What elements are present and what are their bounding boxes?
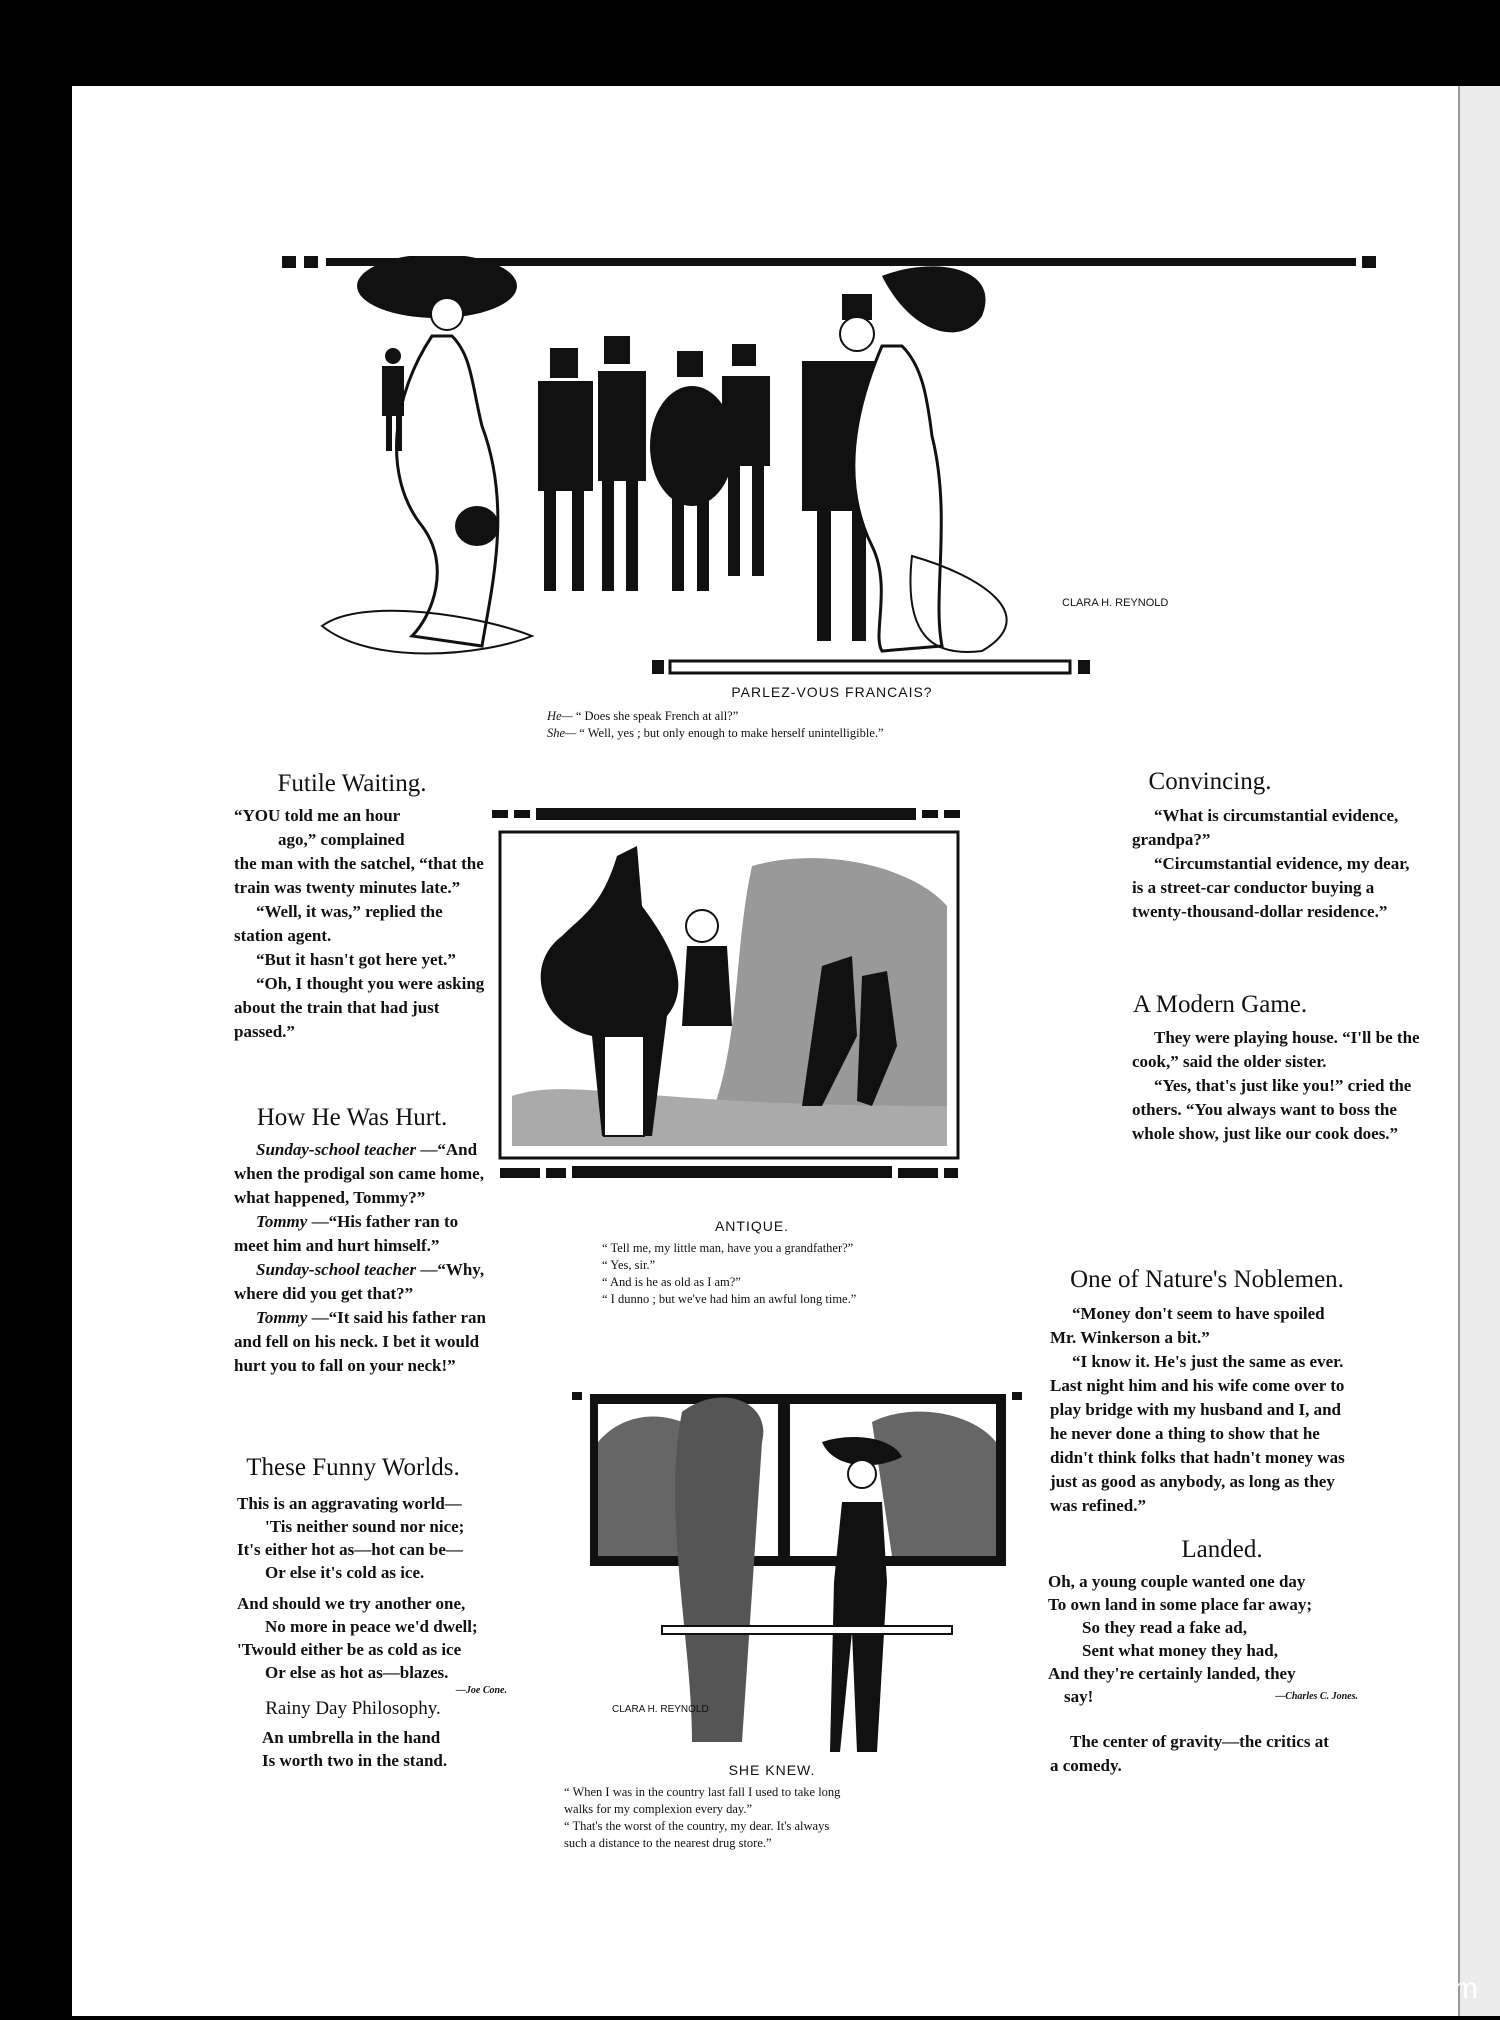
these-funny-worlds-verse: This is an aggravating world— 'Tis neither sound nor nice; It's either hot as—hot can be— Or else it's cold as ice. And should we try another one, No more in peace we'd dwell; 'Twould either be as cold as ice Or else as hot as—blazes. —Joe Cone.	[237, 1494, 507, 1696]
futile-waiting-text: “YOU told me an hour ago,” complained the man with the satchel, “that the train was twenty minutes late.” “Well, it was,” replied the station agent. “But it hasn't got here yet.” “Oh, I thought you were asking about the train that had just passed.”	[234, 806, 485, 1041]
natures-noblemen-heading: One of Nature's Noblemen.	[1070, 1266, 1344, 1293]
modern-game-text: They were playing house. “I'll be the cook,” said the older sister. “Yes, that's just like you!” cried the others. “You always want to boss the whole show, just like our cook does.”	[1132, 1028, 1420, 1143]
natures-noblemen-text: “Money don't seem to have spoiled Mr. Winkerson a bit.” “I know it. He's just the same as ever. Last night him and his wife come over to play bridge with my husband and I, and he never done a thing to show that he didn't think folks that hadn't money was just as good as anybody, as long as they was refined.”	[1050, 1304, 1345, 1515]
top-caption-line: She— “ Well, yes ; but only enough to make herself unintelligible.”	[547, 726, 884, 740]
she-knew-art	[572, 1382, 1022, 1762]
these-funny-worlds-heading: These Funny Worlds.	[246, 1454, 460, 1481]
worlds-author: —Joe Cone.	[455, 1685, 507, 1696]
artist-signature: CLARA H. REYNOLD	[612, 1704, 709, 1715]
modern-game-heading: A Modern Game.	[1132, 991, 1308, 1018]
antique-art	[492, 806, 977, 1206]
site-watermark: comicbooks.com	[1254, 1972, 1478, 2005]
futile-waiting-heading: Futile Waiting.	[277, 770, 427, 797]
center-of-gravity-text: The center of gravity—the critics at a comedy.	[1050, 1732, 1329, 1775]
landed-author: —Charles C. Jones.	[1275, 1691, 1358, 1702]
rainy-day-verse: An umbrella in the hand Is worth two in the stand.	[262, 1728, 448, 1770]
top-caption-line: He— “ Does she speak French at all?”	[547, 709, 739, 723]
how-he-was-hurt-heading: How He Was Hurt.	[256, 1104, 448, 1131]
antique-caption: “ Tell me, my little man, have you a grandfather?” “ Yes, sir.” “ And is he as old as I am?” “ I dunno ; but we've had him an awful long time.”	[602, 1241, 857, 1306]
she-knew-caption-title: SHE KNEW.	[728, 1762, 816, 1778]
she-knew-caption: “ When I was in the country last fall I used to take long walks for my complexion every day.” “ That's the worst of the country, my dear. It's always such a distance to the nearest drug store.”	[564, 1785, 841, 1850]
top-caption	[547, 708, 1147, 742]
magazine-page	[72, 86, 1458, 2016]
antique-illustration	[492, 806, 977, 1206]
convincing-heading: Convincing.	[1148, 768, 1272, 795]
artist-signature: CLARA H. REYNOLD	[1062, 597, 1169, 609]
she-knew-illustration	[572, 1382, 1022, 1762]
how-he-was-hurt-text: Sunday-school teacher —“And when the prodigal son came home, what happened, Tommy?” Tommy —“His father ran to meet him and hurt himself.” Sunday-school teacher —“Why, where did you get that?” Tommy —“It said his father ran and fell on his neck. I bet it would hurt you to fall on your neck!”	[234, 1140, 487, 1375]
top-illustration-art	[282, 256, 1392, 676]
top-illustration	[282, 256, 1392, 676]
convincing-text: “What is circumstantial evidence, grandpa?” “Circumstantial evidence, my dear, is a street-car conductor buying a twenty-thousand-dollar residence.”	[1132, 806, 1410, 921]
landed-verse: Oh, a young couple wanted one day To own land in some place far away; So they read a fake ad, Sent what money they had, And they're certainly landed, they say! —Charles C. Jones.	[1048, 1572, 1358, 1706]
rainy-day-heading: Rainy Day Philosophy.	[265, 1698, 441, 1719]
landed-heading: Landed.	[1181, 1536, 1263, 1563]
top-caption-title: PARLEZ-VOUS FRANCAIS?	[731, 684, 933, 700]
antique-caption-title: ANTIQUE.	[714, 1218, 790, 1234]
adjacent-page-edge	[1458, 86, 1500, 2016]
